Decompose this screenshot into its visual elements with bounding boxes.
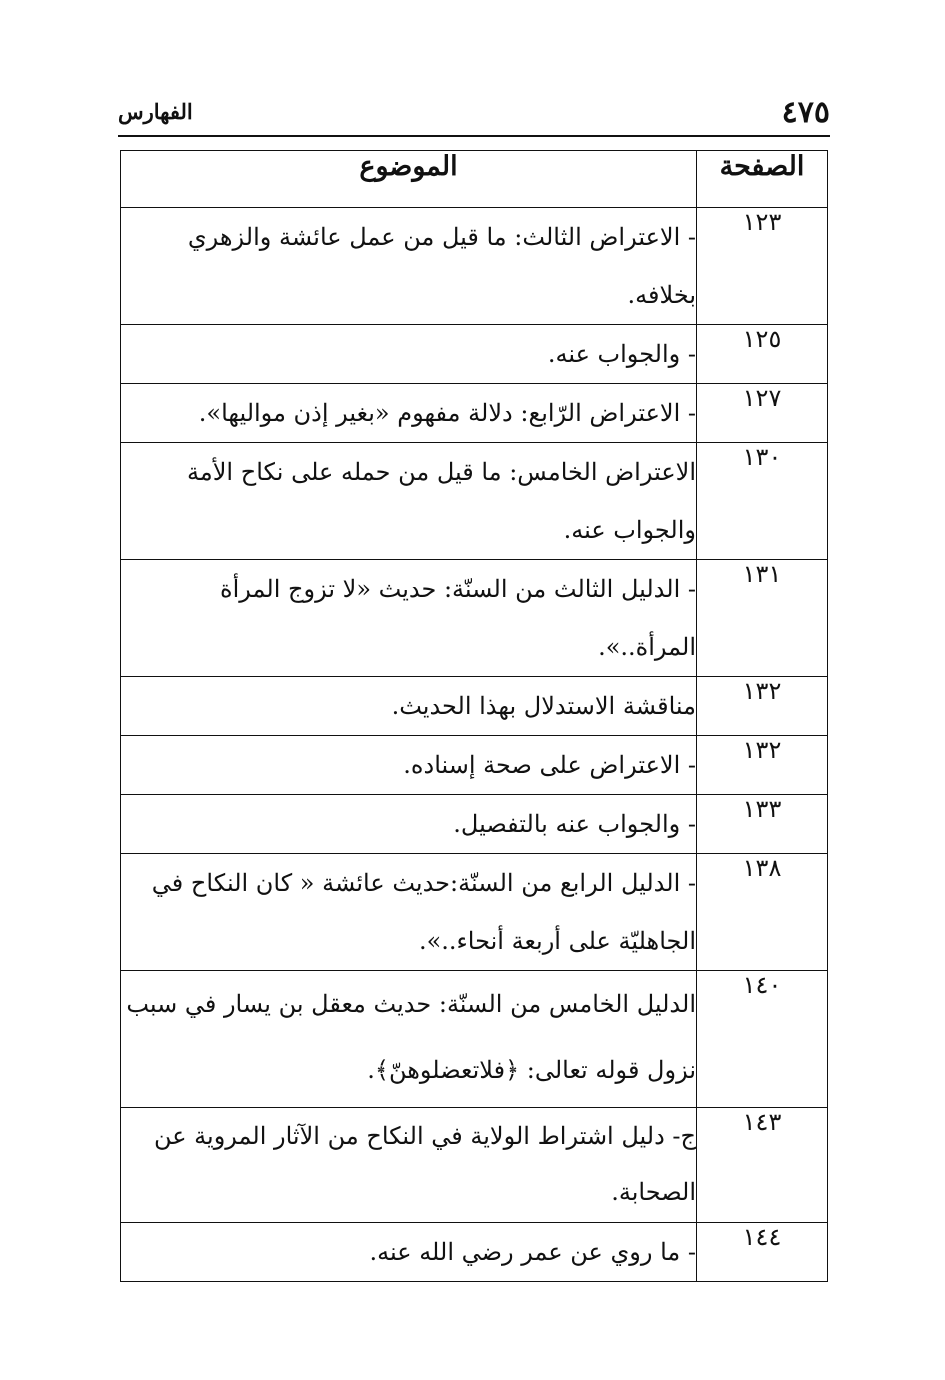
table-row bbox=[121, 1108, 828, 1223]
page-cell: ١٤٣ bbox=[697, 1108, 828, 1223]
page-cell: ١٣٣ bbox=[697, 795, 828, 854]
table-row bbox=[121, 560, 828, 677]
index-table bbox=[120, 150, 828, 1282]
table-row bbox=[121, 971, 828, 1108]
page-cell: ١٣١ bbox=[697, 560, 828, 677]
topic-cell: ج- دليل اشتراط الولاية في النكاح من الآثار المروية عن الصحابة. bbox=[121, 1108, 697, 1223]
topic-cell: مناقشة الاستدلال بهذا الحديث. bbox=[121, 677, 697, 736]
header-rule bbox=[118, 135, 830, 137]
page-cell: ١٣٨ bbox=[697, 854, 828, 971]
table-header-row bbox=[121, 151, 828, 208]
page-cell: ١٢٥ bbox=[697, 325, 828, 384]
table-row bbox=[121, 443, 828, 560]
page-cell: ١٢٣ bbox=[697, 208, 828, 325]
topic-cell: - الاعتراض على صحة إسناده. bbox=[121, 736, 697, 795]
topic-cell: - والجواب عنه. bbox=[121, 325, 697, 384]
page-cell: ١٤٠ bbox=[697, 971, 828, 1108]
page-number: ٤٧٥ bbox=[781, 95, 830, 130]
table-row bbox=[121, 854, 828, 971]
section-title: الفهارس bbox=[118, 99, 193, 124]
table-row bbox=[121, 384, 828, 443]
column-header-page: الصفحة bbox=[697, 151, 828, 208]
table-row bbox=[121, 795, 828, 854]
topic-cell: - الاعتراض الرّابع: دلالة مفهوم «بغير إذن مواليها». bbox=[121, 384, 697, 443]
topic-cell: - والجواب عنه بالتفصيل. bbox=[121, 795, 697, 854]
table-row bbox=[121, 677, 828, 736]
page-cell: ١٤٤ bbox=[697, 1223, 828, 1282]
topic-cell: - الدليل الثالث من السنّة: حديث «لا تزوج المرأة المرأة..». bbox=[121, 560, 697, 677]
table-row bbox=[121, 208, 828, 325]
table-row bbox=[121, 1223, 828, 1282]
column-header-topic: الموضوع bbox=[121, 151, 697, 208]
topic-cell: الاعتراض الخامس: ما قيل من حمله على نكاح الأمة والجواب عنه. bbox=[121, 443, 697, 560]
page-cell: ١٣٢ bbox=[697, 736, 828, 795]
topic-cell: الدليل الخامس من السنّة: حديث معقل بن يسار في سبب نزول قوله تعالى: ﴿فلاتعضلوهنّ﴾. bbox=[121, 971, 697, 1108]
page-cell: ١٣٠ bbox=[697, 443, 828, 560]
page-header bbox=[118, 95, 830, 137]
page-cell: ١٣٢ bbox=[697, 677, 828, 736]
table-row bbox=[121, 736, 828, 795]
topic-cell: - الاعتراض الثالث: ما قيل من عمل عائشة والزهري بخلافه. bbox=[121, 208, 697, 325]
topic-cell: - الدليل الرابع من السنّة:حديث عائشة « كان النكاح في الجاهليّة على أربعة أنحاء..». bbox=[121, 854, 697, 971]
page-cell: ١٢٧ bbox=[697, 384, 828, 443]
table-row bbox=[121, 325, 828, 384]
topic-cell: - ما روي عن عمر رضي الله عنه. bbox=[121, 1223, 697, 1282]
